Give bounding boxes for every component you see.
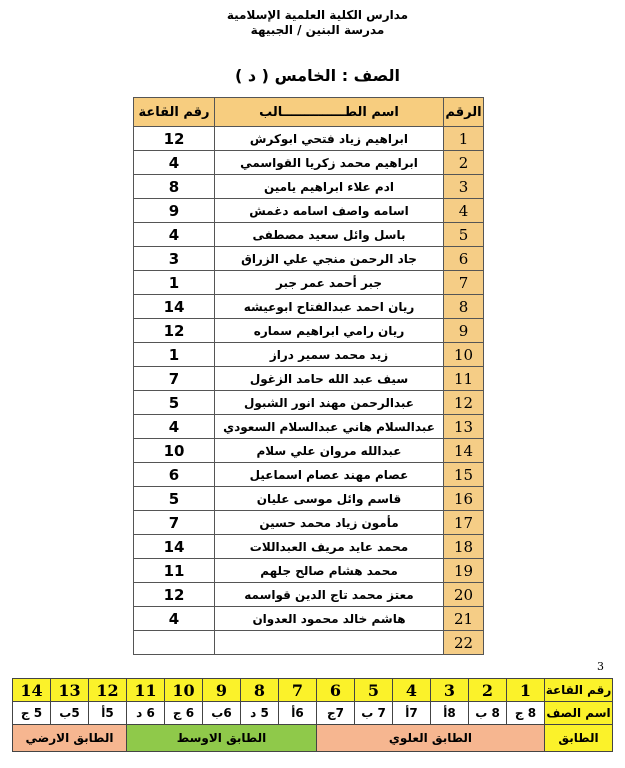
class-name-label: اسم الصف — [545, 702, 613, 725]
roster-number-cell: 17 — [444, 511, 484, 535]
table-row — [134, 343, 484, 367]
col-student-name-header: اسم الطــــــــــــــالب — [215, 98, 444, 127]
table-row — [134, 607, 484, 631]
table-row — [134, 583, 484, 607]
roster-number-cell: 10 — [444, 343, 484, 367]
room-number-cell: 1 — [507, 679, 545, 702]
roster-number-cell: 18 — [444, 535, 484, 559]
table-row — [134, 487, 484, 511]
table-row — [134, 199, 484, 223]
room-number-cell: 9 — [134, 199, 215, 223]
table-row — [134, 511, 484, 535]
table-row — [134, 247, 484, 271]
roster-number-cell: 19 — [444, 559, 484, 583]
room-number-cell: 12 — [89, 679, 127, 702]
roster-number-cell: 12 — [444, 391, 484, 415]
room-numbers-row — [13, 679, 613, 702]
class-name-cell: 5 د — [241, 702, 279, 725]
student-name-cell: هاشم خالد محمود العدوان — [215, 607, 444, 631]
room-number-cell: 10 — [165, 679, 203, 702]
room-number-cell: 1 — [134, 271, 215, 295]
room-number-cell: 2 — [469, 679, 507, 702]
room-number-cell: 3 — [134, 247, 215, 271]
room-number-cell: 12 — [134, 127, 215, 151]
floor-middle: الطابق الاوسط — [127, 725, 317, 752]
class-name-cell: 5 ج — [13, 702, 51, 725]
student-name-cell: ابراهيم محمد زكريا القواسمي — [215, 151, 444, 175]
room-number-cell: 8 — [241, 679, 279, 702]
roster-number-cell: 4 — [444, 199, 484, 223]
class-name-cell: 5أ — [89, 702, 127, 725]
room-number-cell: 10 — [134, 439, 215, 463]
table-row — [134, 223, 484, 247]
table-row — [134, 151, 484, 175]
room-number-cell: 14 — [134, 295, 215, 319]
room-allocation-table — [12, 678, 613, 752]
table-row — [134, 559, 484, 583]
room-number-cell: 7 — [134, 511, 215, 535]
roster-number-cell: 22 — [444, 631, 484, 655]
roster-number-cell: 3 — [444, 175, 484, 199]
room-number-cell: 12 — [134, 319, 215, 343]
student-name-cell: جاد الرحمن منجي علي الزراق — [215, 247, 444, 271]
student-name-cell: عبدالرحمن مهند انور الشبول — [215, 391, 444, 415]
roster-number-cell: 15 — [444, 463, 484, 487]
student-roster-table — [133, 97, 484, 655]
table-row — [134, 415, 484, 439]
class-name-cell: 7 ب — [355, 702, 393, 725]
student-name-cell: قاسم وائل موسى عليان — [215, 487, 444, 511]
student-name-cell: محمد عايد مريف العبداللات — [215, 535, 444, 559]
student-name-cell: جبر أحمد عمر جبر — [215, 271, 444, 295]
student-name-cell: مأمون زياد محمد حسين — [215, 511, 444, 535]
class-name-cell: 6 د — [127, 702, 165, 725]
roster-number-cell: 7 — [444, 271, 484, 295]
room-number-cell: 4 — [134, 151, 215, 175]
table-row — [134, 127, 484, 151]
table-row — [134, 463, 484, 487]
room-number-cell: 5 — [355, 679, 393, 702]
student-name-cell: ريان احمد عبدالفتاح ابوعيشه — [215, 295, 444, 319]
room-number-cell: 6 — [317, 679, 355, 702]
room-number-cell: 4 — [393, 679, 431, 702]
table-row — [134, 319, 484, 343]
table-row — [134, 439, 484, 463]
roster-number-cell: 2 — [444, 151, 484, 175]
class-name-cell: 7ج — [317, 702, 355, 725]
table-row — [134, 271, 484, 295]
table-row — [134, 175, 484, 199]
student-name-cell: سيف عبد الله حامد الزغول — [215, 367, 444, 391]
floors-row — [13, 725, 613, 752]
roster-number-cell: 1 — [444, 127, 484, 151]
class-name-cell: 6ب — [203, 702, 241, 725]
student-name-cell: عصام مهند عصام اسماعيل — [215, 463, 444, 487]
table-row — [134, 631, 484, 655]
table-row — [134, 367, 484, 391]
room-number-cell: 4 — [134, 607, 215, 631]
floor-label: الطابق — [545, 725, 613, 752]
room-number-cell — [134, 631, 215, 655]
student-name-cell: زيد محمد سمير دراز — [215, 343, 444, 367]
student-name-cell: اسامه واصف اسامه دغمش — [215, 199, 444, 223]
room-number-cell: 8 — [134, 175, 215, 199]
class-name-cell: 6 ج — [165, 702, 203, 725]
class-names-row — [13, 702, 613, 725]
room-number-cell: 4 — [134, 223, 215, 247]
class-name-cell: 7أ — [393, 702, 431, 725]
room-number-cell: 6 — [134, 463, 215, 487]
page-number: 3 — [597, 660, 604, 673]
student-name-cell: ابراهيم زياد فتحي ابوكرش — [215, 127, 444, 151]
class-name-cell: 8 ج — [507, 702, 545, 725]
school-name: مدارس الكلية العلمية الإسلامية — [226, 8, 409, 22]
roster-number-cell: 20 — [444, 583, 484, 607]
roster-number-cell: 5 — [444, 223, 484, 247]
roster-number-cell: 21 — [444, 607, 484, 631]
class-title: الصف : الخامس ( د ) — [235, 66, 400, 85]
school-branch: مدرسة البنين / الجبيهة — [250, 23, 385, 37]
room-number-cell: 13 — [51, 679, 89, 702]
roster-header-row — [134, 98, 484, 127]
table-row — [134, 295, 484, 319]
student-name-cell: عبدالله مروان علي سلام — [215, 439, 444, 463]
student-name-cell: ريان رامي ابراهيم سماره — [215, 319, 444, 343]
floor-ground: الطابق الارضي — [13, 725, 127, 752]
room-number-cell: 3 — [431, 679, 469, 702]
room-number-cell: 5 — [134, 391, 215, 415]
room-number-cell: 7 — [279, 679, 317, 702]
student-name-cell: باسل وائل سعيد مصطفى — [215, 223, 444, 247]
room-number-cell: 11 — [127, 679, 165, 702]
class-name-cell: 6أ — [279, 702, 317, 725]
room-number-cell: 1 — [134, 343, 215, 367]
room-number-label: رقم القاعة — [545, 679, 613, 702]
roster-number-cell: 13 — [444, 415, 484, 439]
roster-number-cell: 14 — [444, 439, 484, 463]
room-number-cell: 9 — [203, 679, 241, 702]
student-name-cell — [215, 631, 444, 655]
table-row — [134, 535, 484, 559]
student-name-cell: محمد هشام صالح جلهم — [215, 559, 444, 583]
roster-number-cell: 8 — [444, 295, 484, 319]
room-number-cell: 14 — [134, 535, 215, 559]
student-name-cell: عبدالسلام هاني عبدالسلام السعودي — [215, 415, 444, 439]
class-name-cell: 8أ — [431, 702, 469, 725]
student-name-cell: ادم علاء ابراهيم يامين — [215, 175, 444, 199]
class-name-cell: 5ب — [51, 702, 89, 725]
floor-upper: الطابق العلوي — [317, 725, 545, 752]
roster-number-cell: 16 — [444, 487, 484, 511]
room-number-cell: 5 — [134, 487, 215, 511]
student-name-cell: معتز محمد تاج الدين قواسمه — [215, 583, 444, 607]
room-number-cell: 4 — [134, 415, 215, 439]
roster-number-cell: 11 — [444, 367, 484, 391]
col-room-header: رقم القاعة — [134, 98, 215, 127]
class-name-cell: 8 ب — [469, 702, 507, 725]
roster-number-cell: 6 — [444, 247, 484, 271]
room-number-cell: 7 — [134, 367, 215, 391]
table-row — [134, 391, 484, 415]
room-number-cell: 11 — [134, 559, 215, 583]
roster-number-cell: 9 — [444, 319, 484, 343]
room-number-cell: 12 — [134, 583, 215, 607]
room-number-cell: 14 — [13, 679, 51, 702]
col-number-header: الرقم — [444, 98, 484, 127]
